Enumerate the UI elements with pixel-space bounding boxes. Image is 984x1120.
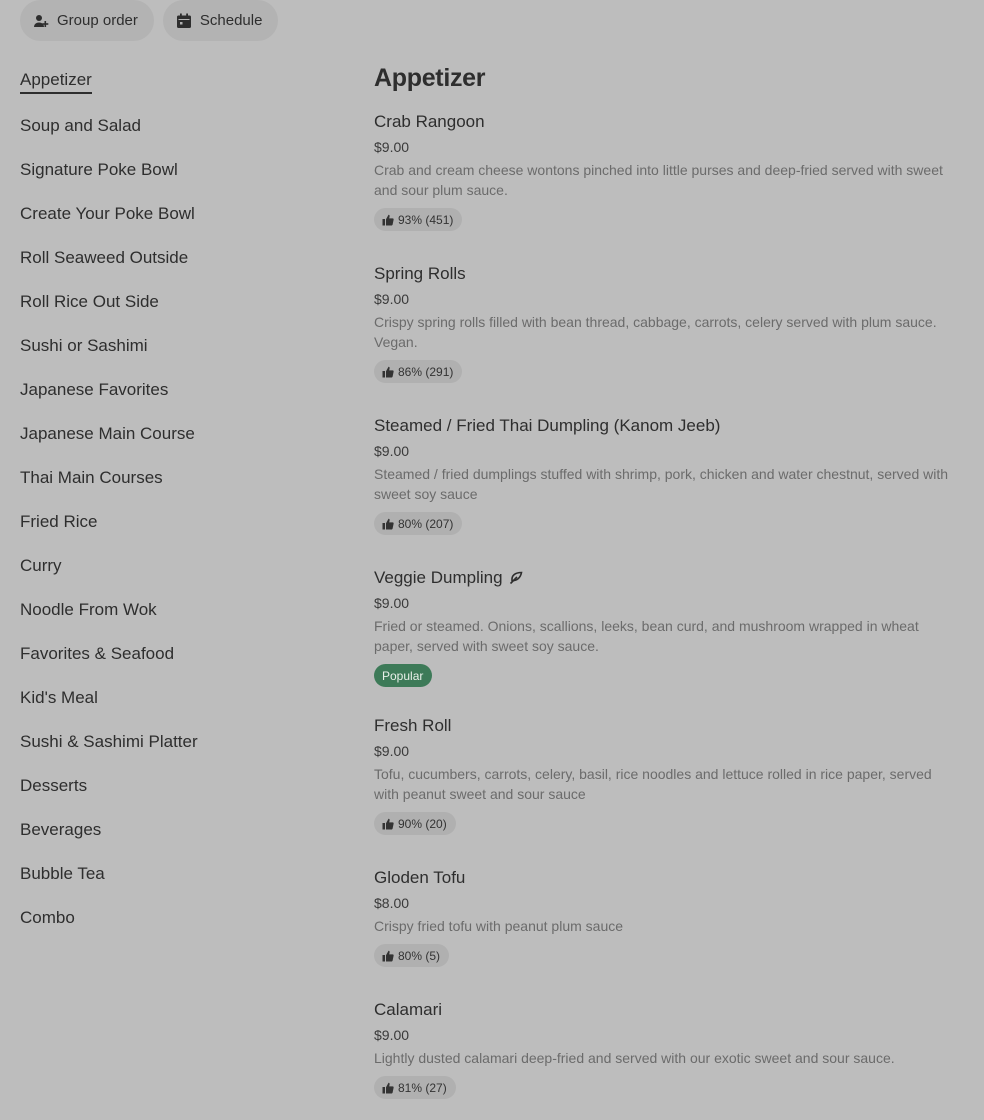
sidebar-item-label: Kid's Meal [20, 688, 98, 707]
menu-item-spring-rolls[interactable] [374, 252, 960, 404]
item-price: $9.00 [374, 743, 410, 759]
schedule-label: Schedule [199, 12, 263, 29]
section-title: Appetizer [374, 64, 486, 92]
sidebar-item-label: Sushi & Sashimi Platter [20, 732, 198, 751]
item-name: Fresh Roll [374, 716, 452, 735]
item-name: Gloden Tofu [374, 868, 466, 887]
rating-badge [374, 1076, 456, 1099]
item-name: Steamed / Fried Thai Dumpling (Kanom Jeeb) [374, 416, 721, 435]
menu-item-crab-rangoon[interactable] [374, 100, 960, 252]
thumbs-up-icon [382, 366, 394, 378]
menu-section [374, 64, 960, 1120]
sidebar-item-noodle-from-wok[interactable] [20, 588, 320, 632]
item-price: $9.00 [374, 1027, 410, 1043]
rating-text: 80% (5) [398, 948, 441, 963]
rating-badge [374, 944, 449, 967]
rating-text: 81% (27) [398, 1080, 447, 1095]
menu-item-veggie-dumpling[interactable] [374, 556, 960, 704]
sidebar-item-fried-rice[interactable] [20, 500, 320, 544]
item-description: Tofu, cucumbers, carrots, celery, basil, rice noodles and lettuce rolled in rice paper, served with peanut sweet and sour sauce [374, 766, 932, 802]
sidebar-item-roll-seaweed-outside[interactable] [20, 236, 320, 280]
sidebar-item-label: Desserts [20, 776, 88, 795]
popular-badge [374, 664, 432, 687]
sidebar-item-label: Bubble Tea [20, 864, 105, 883]
item-description: Steamed / fried dumplings stuffed with shrimp, pork, chicken and water chestnut, served with sweet soy sauce [374, 466, 949, 502]
rating-text: 80% (207) [398, 516, 454, 531]
sidebar-item-label: Noodle From Wok [20, 600, 157, 619]
item-description: Lightly dusted calamari deep-fried and served with our exotic sweet and sour sauce. [374, 1050, 895, 1066]
sidebar-item-combo[interactable] [20, 896, 320, 940]
sidebar-item-sushi-or-sashimi[interactable] [20, 324, 320, 368]
item-price: $9.00 [374, 291, 410, 307]
thumbs-up-icon [382, 214, 394, 226]
sidebar-item-label: Japanese Favorites [20, 380, 169, 399]
sidebar-item-roll-rice-out-side[interactable] [20, 280, 320, 324]
sidebar-item-kids-meal[interactable] [20, 676, 320, 720]
item-price: $9.00 [374, 595, 410, 611]
rating-text: 93% (451) [398, 212, 454, 227]
sidebar-item-create-your-poke-bowl[interactable] [20, 192, 320, 236]
sidebar-item-label: Sushi or Sashimi [20, 336, 148, 355]
sidebar-item-label: Japanese Main Course [20, 424, 195, 443]
sidebar-item-label: Beverages [20, 820, 102, 839]
menu-item-thai-dumpling[interactable] [374, 404, 960, 556]
item-description: Crab and cream cheese wontons pinched into little purses and deep-fried served with sweet and sour plum sauce. [374, 162, 943, 198]
sidebar-item-label: Thai Main Courses [20, 468, 163, 487]
sidebar-item-label: Signature Poke Bowl [20, 160, 178, 179]
menu-item-gloden-tofu[interactable] [374, 856, 960, 988]
thumbs-up-icon [382, 950, 394, 962]
sidebar-item-favorites-seafood[interactable] [20, 632, 320, 676]
sidebar-item-soup-and-salad[interactable] [20, 104, 320, 148]
sidebar-item-label: Roll Rice Out Side [20, 292, 159, 311]
sidebar-item-label: Favorites & Seafood [20, 644, 175, 663]
popular-text: Popular [382, 668, 424, 683]
thumbs-up-icon [382, 518, 394, 530]
sidebar-item-label: Appetizer [20, 70, 92, 94]
sidebar-item-sushi-sashimi-platter[interactable] [20, 720, 320, 764]
sidebar-item-label: Soup and Salad [20, 116, 141, 135]
rating-badge [374, 512, 462, 535]
sidebar-item-bubble-tea[interactable] [20, 852, 320, 896]
rating-badge [374, 812, 456, 835]
item-description: Crispy fried tofu with peanut plum sauce [374, 918, 624, 934]
menu-item-fresh-roll[interactable] [374, 704, 960, 856]
sidebar-item-thai-main-courses[interactable] [20, 456, 320, 500]
rating-badge [374, 360, 462, 383]
group-order-label: Group order [57, 12, 138, 29]
add-person-icon [33, 13, 49, 29]
sidebar-item-beverages[interactable] [20, 808, 320, 852]
item-price: $8.00 [374, 895, 410, 911]
item-price: $9.00 [374, 443, 410, 459]
thumbs-up-icon [382, 818, 394, 830]
sidebar-item-label: Create Your Poke Bowl [20, 204, 195, 223]
group-order-button[interactable] [20, 0, 154, 41]
sidebar-item-label: Fried Rice [20, 512, 98, 531]
item-name: Veggie Dumpling [374, 568, 503, 587]
sidebar-item-desserts[interactable] [20, 764, 320, 808]
sidebar-item-label: Curry [20, 556, 62, 575]
item-description: Crispy spring rolls filled with bean thread, cabbage, carrots, celery served with plum sauce. Vegan. [374, 314, 937, 350]
category-sidebar [20, 60, 320, 940]
calendar-icon [176, 13, 192, 29]
sidebar-item-japanese-favorites[interactable] [20, 368, 320, 412]
sidebar-item-label: Combo [20, 908, 75, 927]
thumbs-up-icon [382, 1082, 394, 1094]
item-name: Spring Rolls [374, 264, 466, 283]
menu-item-calamari[interactable] [374, 988, 960, 1120]
rating-text: 90% (20) [398, 816, 447, 831]
sidebar-item-label: Roll Seaweed Outside [20, 248, 189, 267]
sidebar-item-signature-poke-bowl[interactable] [20, 148, 320, 192]
rating-badge [374, 208, 462, 231]
leaf-icon [509, 571, 523, 585]
rating-text: 86% (291) [398, 364, 454, 379]
item-name: Calamari [374, 1000, 443, 1019]
item-description: Fried or steamed. Onions, scallions, leeks, bean curd, and mushroom wrapped in wheat paper, served with sweet soy sauce. [374, 618, 919, 654]
item-name: Crab Rangoon [374, 112, 485, 131]
sidebar-item-curry[interactable] [20, 544, 320, 588]
sidebar-item-appetizer[interactable] [20, 60, 320, 104]
schedule-button[interactable] [163, 0, 279, 41]
sidebar-item-japanese-main-course[interactable] [20, 412, 320, 456]
top-toolbar [20, 0, 278, 41]
item-price: $9.00 [374, 139, 410, 155]
